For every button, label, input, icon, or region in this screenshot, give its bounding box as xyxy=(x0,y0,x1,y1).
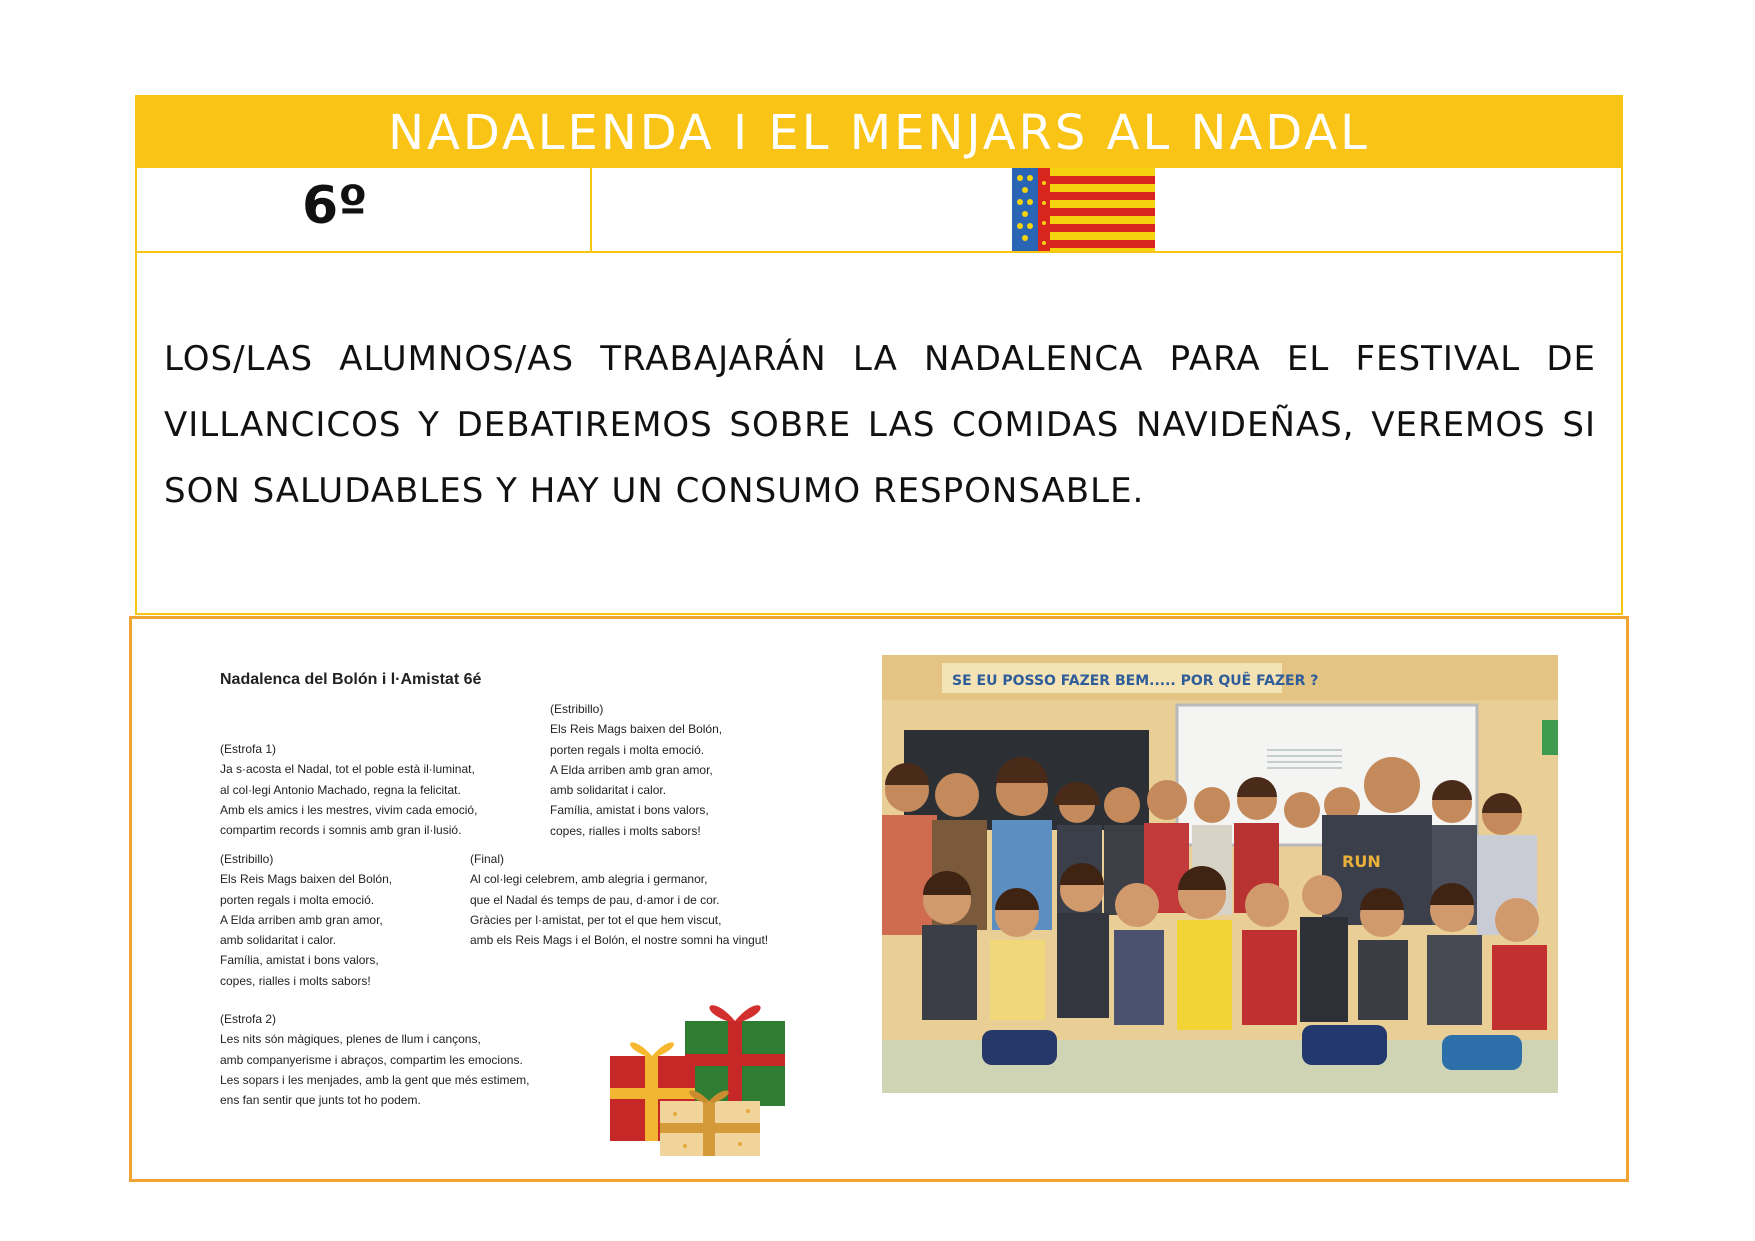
lyric-line: Les nits són màgiques, plenes de llum i cançons, xyxy=(220,1032,481,1047)
lyric-line: al col·legi Antonio Machado, regna la felicitat. xyxy=(220,782,461,797)
class-photo xyxy=(882,655,1558,1093)
lyric-line: Al col·legi celebrem, amb alegria i germanor, xyxy=(470,872,708,887)
lyric-line: compartim records i somnis amb gran il·lusió. xyxy=(220,823,462,838)
lyric-line: Els Reis Mags baixen del Bolón, xyxy=(550,722,723,737)
content-box xyxy=(129,616,1629,1182)
estribillo-top xyxy=(550,699,722,841)
stanza-heading: (Estrofa 2) xyxy=(220,1012,277,1026)
lyric-line: copes, rialles i molts sabors! xyxy=(220,973,371,988)
stanza-heading: (Estribillo) xyxy=(220,852,274,866)
photo-banner-text: SE EU POSSO FAZER BEM..... POR QUÊ FAZER ? xyxy=(952,673,1319,689)
gift-boxes-icon xyxy=(600,986,800,1156)
header-table xyxy=(135,95,1623,615)
lyric-line: porten regals i molta emoció. xyxy=(220,892,375,907)
grade-label: 6º xyxy=(302,176,368,236)
song-title: Nadalenca del Bolón i l·Amistat 6é xyxy=(220,671,482,688)
lyric-line: Les sopars i les menjades, amb la gent que més estimem, xyxy=(220,1072,530,1087)
estrofa-1 xyxy=(220,739,477,840)
lyric-line: amb els Reis Mags i el Bolón, el nostre somni ha vingut! xyxy=(470,933,769,948)
lyric-line: Els Reis Mags baixen del Bolón, xyxy=(220,872,393,887)
title-bar xyxy=(137,97,1621,168)
lyric-line: Gràcies per l·amistat, per tot el que hem viscut, xyxy=(470,912,722,927)
info-row xyxy=(137,168,1621,253)
page-title: NADALENDA I EL MENJARS AL NADAL xyxy=(388,104,1370,161)
final-stanza xyxy=(470,849,768,950)
estrofa-2 xyxy=(220,1009,529,1110)
stanza-heading: (Estrofa 1) xyxy=(220,742,277,756)
grade-cell xyxy=(137,168,592,251)
lyric-line: Família, amistat i bons valors, xyxy=(220,953,379,968)
estribillo-mid xyxy=(220,849,392,991)
lyric-line: porten regals i molta emoció. xyxy=(550,742,705,757)
stanza-heading: (Estribillo) xyxy=(550,702,604,716)
lyric-line: copes, rialles i molts sabors! xyxy=(550,823,701,838)
lyric-line: amb solidaritat i calor. xyxy=(220,933,337,948)
lyric-line: Amb els amics i les mestres, vivim cada emoció, xyxy=(220,802,478,817)
lyric-line: A Elda arriben amb gran amor, xyxy=(550,762,713,777)
lyric-line: Ja s·acosta el Nadal, tot el poble està il·luminat, xyxy=(220,762,475,777)
shirt-text: RUN xyxy=(1342,852,1381,871)
activity-description: LOS/LAS ALUMNOS/AS TRABAJARÁN LA NADALENCA PARA EL FESTIVAL DE VILLANCICOS Y DEBATIREMOS SOBRE LAS COMIDAS NAVIDEÑAS, VEREMOS SI SON SALUDABLES Y HAY UN CONSUMO RESPONSABLE. xyxy=(164,339,1596,511)
lyric-line: ens fan sentir que junts tot ho podem. xyxy=(220,1093,421,1108)
valencian-flag-icon xyxy=(1012,168,1155,251)
stanza-heading: (Final) xyxy=(470,852,505,866)
lyric-line: A Elda arriben amb gran amor, xyxy=(220,912,383,927)
lyric-line: amb solidaritat i calor. xyxy=(550,783,667,798)
song-lyrics xyxy=(220,671,840,1151)
lyric-line: Família, amistat i bons valors, xyxy=(550,803,709,818)
lyric-line: que el Nadal és temps de pau, d·amor i de cor. xyxy=(470,892,720,907)
lyric-line: amb companyerisme i abraços, compartim les emocions. xyxy=(220,1052,523,1067)
